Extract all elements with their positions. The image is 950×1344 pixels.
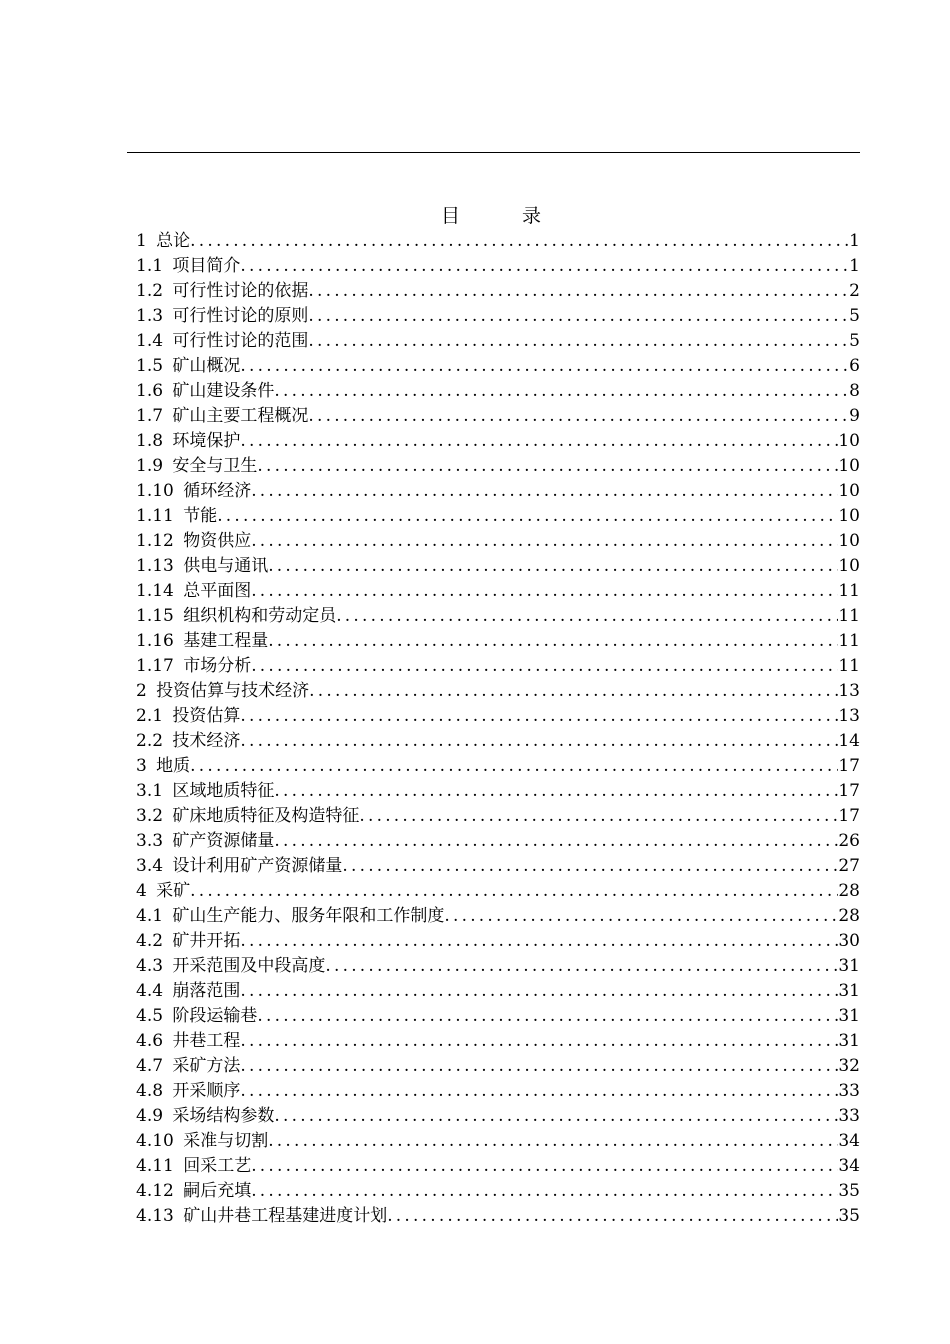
toc-entry[interactable] (136, 979, 860, 1004)
toc-entry-page-number: 6 (849, 356, 860, 376)
toc-entry-title: 投资估算 (172, 706, 241, 726)
toc-entry-page-number: 1 (849, 231, 860, 251)
toc-entry-title: 矿产资源储量 (172, 831, 275, 851)
toc-entry-page-number: 33 (838, 1081, 860, 1101)
toc-entry-page-number: 2 (849, 281, 860, 301)
toc-dot-leader (251, 654, 838, 679)
toc-entry[interactable] (136, 404, 860, 429)
toc-entry-number: 4.12 (136, 1181, 174, 1201)
toc-entry[interactable] (136, 554, 860, 579)
toc-entry-title: 嗣后充填 (183, 1181, 252, 1201)
toc-entry-page-number: 26 (838, 831, 860, 851)
toc-entry-title: 崩落范围 (172, 981, 241, 1001)
toc-entry-number: 4.5 (136, 1006, 164, 1026)
toc-dot-leader (359, 804, 838, 829)
toc-entry-number: 3.4 (136, 856, 164, 876)
toc-entry[interactable] (136, 1079, 860, 1104)
toc-entry-title: 井巷工程 (172, 1031, 241, 1051)
toc-entry-number: 1.11 (136, 506, 174, 526)
toc-entry-number: 4.8 (136, 1081, 164, 1101)
toc-entry-page-number: 17 (838, 756, 860, 776)
toc-dot-leader (274, 1104, 838, 1129)
toc-entry-page-number: 35 (838, 1206, 860, 1226)
toc-entry-page-number: 17 (838, 781, 860, 801)
toc-entry[interactable] (136, 679, 860, 704)
toc-entry[interactable] (136, 429, 860, 454)
toc-dot-leader (308, 329, 849, 354)
toc-entry[interactable] (136, 1029, 860, 1054)
toc-entry-page-number: 31 (838, 1031, 860, 1051)
toc-dot-leader (240, 1029, 838, 1054)
toc-entry-page-number: 10 (838, 456, 860, 476)
toc-entry[interactable] (136, 329, 860, 354)
toc-dot-leader (308, 304, 849, 329)
toc-dot-leader (342, 854, 838, 879)
toc-dot-leader (257, 454, 838, 479)
toc-entry[interactable] (136, 1154, 860, 1179)
toc-entry-title: 基建工程量 (183, 631, 269, 651)
toc-entry-page-number: 31 (838, 981, 860, 1001)
toc-dot-leader (257, 1004, 838, 1029)
toc-entry-number: 4.9 (136, 1106, 164, 1126)
toc-entry-title: 阶段运输巷 (172, 1006, 258, 1026)
toc-entry-number: 1.16 (136, 631, 174, 651)
toc-entry-page-number: 10 (838, 506, 860, 526)
toc-entry[interactable] (136, 879, 860, 904)
toc-entry-page-number: 28 (838, 906, 860, 926)
toc-entry-number: 4.11 (136, 1156, 174, 1176)
toc-entry-number: 4.3 (136, 956, 164, 976)
toc-entry-title: 项目简介 (172, 256, 241, 276)
toc-entry-page-number: 14 (838, 731, 860, 751)
toc-entry-number: 3 (136, 756, 147, 776)
toc-entry[interactable] (136, 1004, 860, 1029)
toc-entry-number: 1.5 (136, 356, 164, 376)
toc-entry-number: 1.2 (136, 281, 164, 301)
toc-entry-title: 市场分析 (183, 656, 252, 676)
toc-entry-number: 1.12 (136, 531, 174, 551)
toc-entry-page-number: 33 (838, 1106, 860, 1126)
toc-entry-page-number: 17 (838, 806, 860, 826)
toc-entry-page-number: 31 (838, 956, 860, 976)
toc-entry-page-number: 8 (849, 381, 860, 401)
toc-entry-title: 可行性讨论的依据 (172, 281, 309, 301)
toc-entry-number: 3.3 (136, 831, 164, 851)
toc-entry-title: 物资供应 (183, 531, 252, 551)
toc-entry[interactable] (136, 279, 860, 304)
toc-dot-leader (444, 904, 838, 929)
toc-entry-number: 1.3 (136, 306, 164, 326)
toc-entry-page-number: 30 (838, 931, 860, 951)
toc-entry-number: 4.4 (136, 981, 164, 1001)
toc-dot-leader (308, 404, 849, 429)
toc-dot-leader (240, 1079, 838, 1104)
toc-entry[interactable] (136, 229, 860, 254)
toc-dot-leader (325, 954, 838, 979)
toc-dot-leader (274, 829, 838, 854)
toc-entry-title: 开采范围及中段高度 (172, 956, 326, 976)
toc-entry-page-number: 1 (849, 256, 860, 276)
toc-dot-leader (251, 529, 838, 554)
toc-entry-number: 2 (136, 681, 147, 701)
toc-entry-number: 1.8 (136, 431, 164, 451)
toc-entry[interactable] (136, 1204, 860, 1229)
toc-entry[interactable] (136, 529, 860, 554)
toc-entry-title: 供电与通讯 (183, 556, 269, 576)
toc-dot-leader (309, 679, 838, 704)
toc-entry[interactable] (136, 504, 860, 529)
toc-entry-title: 矿床地质特征及构造特征 (172, 806, 360, 826)
toc-entry[interactable] (136, 829, 860, 854)
toc-entry-page-number: 28 (838, 881, 860, 901)
toc-entry-number: 1 (136, 231, 147, 251)
toc-entry[interactable] (136, 354, 860, 379)
toc-entry-number: 1.13 (136, 556, 174, 576)
toc-entry-number: 1.4 (136, 331, 164, 351)
toc-dot-leader (274, 779, 838, 804)
toc-entry-number: 4.7 (136, 1056, 164, 1076)
toc-entry-page-number: 5 (849, 331, 860, 351)
toc-entry-number: 4.10 (136, 1131, 174, 1151)
toc-entry-number: 4.6 (136, 1031, 164, 1051)
toc-entry-title: 矿山建设条件 (172, 381, 275, 401)
toc-entry-page-number: 13 (838, 681, 860, 701)
toc-entry-page-number: 11 (838, 631, 860, 651)
toc-entry-title: 总平面图 (183, 581, 252, 601)
header-rule (127, 152, 860, 153)
toc-entry-page-number: 10 (838, 431, 860, 451)
toc-entry-title: 采场结构参数 (172, 1106, 275, 1126)
toc-dot-leader (240, 254, 849, 279)
toc-dot-leader (308, 279, 849, 304)
toc-entry-title: 回采工艺 (183, 1156, 252, 1176)
toc-entry-page-number: 9 (849, 406, 860, 426)
toc-dot-leader (240, 729, 838, 754)
toc-entry[interactable] (136, 604, 860, 629)
toc-entry-page-number: 11 (838, 581, 860, 601)
toc-entry-number: 1.10 (136, 481, 174, 501)
toc-entry-title: 采矿 (156, 881, 191, 901)
toc-entry[interactable] (136, 454, 860, 479)
toc-entry-number: 1.17 (136, 656, 174, 676)
toc-entry[interactable] (136, 929, 860, 954)
toc-entry-title: 采矿方法 (172, 1056, 241, 1076)
toc-entry[interactable] (136, 729, 860, 754)
toc-entry[interactable] (136, 479, 860, 504)
toc-entry-title: 节能 (183, 506, 218, 526)
toc-dot-leader (190, 754, 838, 779)
toc-dot-leader (274, 379, 849, 404)
toc-entry[interactable] (136, 1129, 860, 1154)
toc-entry-number: 4.13 (136, 1206, 174, 1226)
toc-entry[interactable] (136, 1104, 860, 1129)
toc-entry-page-number: 35 (838, 1181, 860, 1201)
toc-entry-title: 组织机构和劳动定员 (183, 606, 337, 626)
toc-entry[interactable] (136, 654, 860, 679)
toc-dot-leader (251, 1179, 838, 1204)
toc-dot-leader (190, 229, 849, 254)
toc-entry-title: 设计利用矿产资源储量 (172, 856, 343, 876)
page-title: 目 录 (440, 205, 570, 227)
toc-dot-leader (217, 504, 838, 529)
toc-entry[interactable] (136, 629, 860, 654)
toc-entry-title: 矿山概况 (172, 356, 241, 376)
toc-dot-leader (387, 1204, 838, 1229)
toc-entry-title: 可行性讨论的范围 (172, 331, 309, 351)
toc-dot-leader (251, 579, 838, 604)
toc-entry-title: 循环经济 (183, 481, 252, 501)
toc-dot-leader (268, 629, 838, 654)
toc-entry-title: 开采顺序 (172, 1081, 241, 1101)
toc-entry-page-number: 10 (838, 556, 860, 576)
toc-dot-leader (240, 979, 838, 1004)
toc-list (136, 229, 860, 1229)
toc-entry-title: 可行性讨论的原则 (172, 306, 309, 326)
toc-entry-page-number: 27 (838, 856, 860, 876)
toc-entry-page-number: 34 (838, 1131, 860, 1151)
toc-entry-number: 4 (136, 881, 147, 901)
toc-entry[interactable] (136, 954, 860, 979)
toc-dot-leader (190, 879, 838, 904)
toc-entry-page-number: 11 (838, 606, 860, 626)
toc-entry-number: 4.2 (136, 931, 164, 951)
toc-dot-leader (240, 929, 838, 954)
toc-entry-page-number: 34 (838, 1156, 860, 1176)
toc-entry-number: 1.14 (136, 581, 174, 601)
toc-entry-title: 环境保护 (172, 431, 241, 451)
toc-entry-title: 安全与卫生 (172, 456, 258, 476)
toc-entry-page-number: 10 (838, 531, 860, 551)
toc-dot-leader (336, 604, 838, 629)
toc-entry-title: 矿井开拓 (172, 931, 241, 951)
toc-entry-page-number: 31 (838, 1006, 860, 1026)
toc-entry-number: 1.15 (136, 606, 174, 626)
toc-entry[interactable] (136, 779, 860, 804)
toc-entry[interactable] (136, 254, 860, 279)
toc-entry-number: 3.2 (136, 806, 164, 826)
toc-entry-page-number: 10 (838, 481, 860, 501)
toc-entry-number: 4.1 (136, 906, 164, 926)
toc-entry-number: 1.9 (136, 456, 164, 476)
toc-entry-title: 地质 (156, 756, 191, 776)
toc-entry-number: 3.1 (136, 781, 164, 801)
toc-entry-title: 采准与切割 (183, 1131, 269, 1151)
toc-entry-number: 1.6 (136, 381, 164, 401)
toc-entry[interactable] (136, 1054, 860, 1079)
toc-dot-leader (251, 479, 838, 504)
toc-entry-page-number: 13 (838, 706, 860, 726)
toc-entry-page-number: 32 (838, 1056, 860, 1076)
toc-entry[interactable] (136, 904, 860, 929)
toc-dot-leader (240, 1054, 838, 1079)
toc-entry[interactable] (136, 579, 860, 604)
toc-entry-title: 投资估算与技术经济 (156, 681, 310, 701)
toc-entry-title: 技术经济 (172, 731, 241, 751)
toc-entry[interactable] (136, 379, 860, 404)
toc-entry-title: 总论 (156, 231, 191, 251)
toc-entry-title: 矿山主要工程概况 (172, 406, 309, 426)
toc-entry[interactable] (136, 704, 860, 729)
toc-dot-leader (268, 1129, 838, 1154)
toc-entry-number: 2.2 (136, 731, 164, 751)
toc-entry-number: 1.1 (136, 256, 164, 276)
toc-entry-page-number: 5 (849, 306, 860, 326)
toc-entry-title: 矿山井巷工程基建进度计划 (183, 1206, 388, 1226)
toc-entry[interactable] (136, 804, 860, 829)
toc-dot-leader (251, 1154, 838, 1179)
toc-entry[interactable] (136, 1179, 860, 1204)
toc-entry[interactable] (136, 304, 860, 329)
toc-entry[interactable] (136, 754, 860, 779)
toc-entry-title: 区域地质特征 (172, 781, 275, 801)
toc-dot-leader (240, 704, 838, 729)
toc-dot-leader (268, 554, 838, 579)
toc-entry-number: 2.1 (136, 706, 164, 726)
toc-entry-number: 1.7 (136, 406, 164, 426)
toc-entry-page-number: 11 (838, 656, 860, 676)
toc-entry[interactable] (136, 854, 860, 879)
toc-dot-leader (240, 429, 838, 454)
toc-dot-leader (240, 354, 849, 379)
toc-entry-title: 矿山生产能力、服务年限和工作制度 (172, 906, 445, 926)
